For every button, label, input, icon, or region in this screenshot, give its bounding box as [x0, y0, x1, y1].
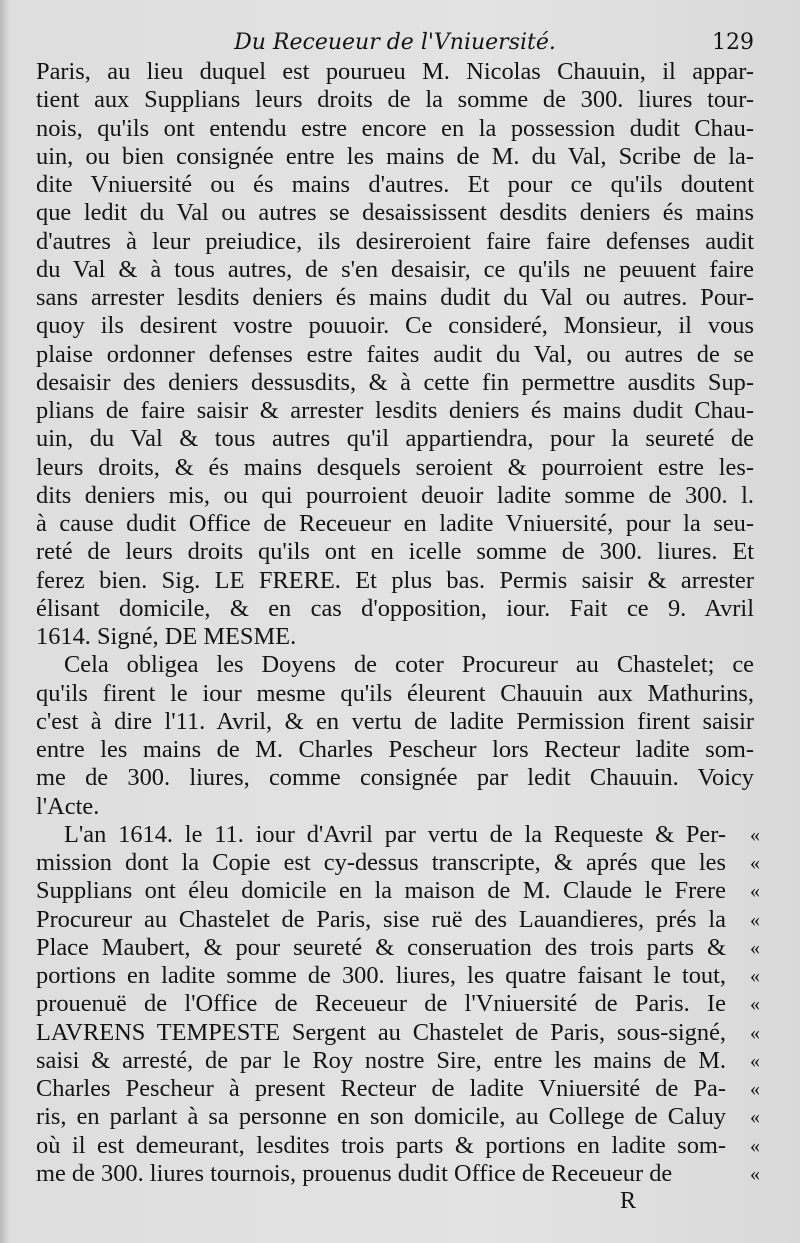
line-text: prouenuë de l'Office de Receueur de l'Vniuersité de Paris. Ie: [36, 990, 726, 1018]
text-line: [36, 567, 754, 595]
text-line: [36, 143, 754, 171]
text-line: [36, 454, 754, 482]
line-text: uin, du Val & tous autres qu'il appartiendra, pour la seureté de: [36, 425, 754, 453]
line-text: me de 300. liures tournois, prouenus dudit Office de Receueur de: [36, 1159, 673, 1187]
paragraph: [36, 58, 754, 651]
line-text: qu'ils firent le iour mesme qu'ils éleurent Chauuin aux Mathurins,: [36, 679, 754, 707]
text-line: [36, 793, 754, 821]
line-text: LAVRENS TEMPESTE Sergent au Chastelet de Paris, sous-signé,: [36, 1018, 726, 1046]
text-line: [36, 990, 760, 1018]
text-line: [36, 115, 754, 143]
line-text: plians de faire saisir & arrester lesdits deniers és mains dudit Chau-: [36, 397, 754, 424]
text-line: [36, 171, 754, 199]
text-line: [36, 820, 760, 849]
line-text: ris, en parlant à sa personne en son domicile, au College de Caluy: [36, 1103, 726, 1131]
line-text: saisi & arresté, de par le Roy nostre Sire, entre les mains de M.: [36, 1046, 726, 1074]
body-text: [36, 58, 760, 1188]
text-line: [36, 425, 754, 453]
line-text: d'autres à leur preiudice, ils desireroient faire faire defenses audit: [36, 227, 754, 255]
text-line: [36, 482, 754, 510]
line-text: que ledit du Val ou autres se desaississent desdits deniers és mains: [36, 199, 754, 227]
line-text: Cela obligea les Doyens de coter Procureur au Chastelet; ce: [64, 651, 754, 679]
line-text: l'Acte.: [36, 792, 100, 820]
line-text: mission dont la Copie est cy-dessus transcripte, & aprés que les: [36, 849, 726, 876]
text-line: [36, 680, 754, 708]
line-text: dits deniers mis, ou qui pourroient deuoir ladite somme de 300. l.: [36, 481, 754, 509]
quote-mark: «: [750, 823, 760, 846]
quote-mark: «: [750, 1021, 760, 1044]
text-line: [36, 341, 754, 369]
line-text: dite Vniuersité ou és mains d'autres. Et pour ce qu'ils doutent: [36, 171, 754, 198]
line-text: entre les mains de M. Charles Pescheur lors Recteur ladite som-: [36, 736, 754, 763]
text-line: [36, 228, 754, 256]
line-text: tient aux Supplians leurs droits de la somme de 300. liures tour-: [36, 86, 754, 114]
quote-mark: «: [750, 993, 760, 1016]
quote-mark: «: [750, 1162, 760, 1185]
text-line: [36, 1075, 760, 1103]
line-text: 1614. Signé, DE MESME.: [36, 623, 297, 650]
text-line: [36, 510, 754, 538]
line-text: nois, qu'ils ont entendu estre encore en la possession dudit Chau-: [36, 114, 754, 142]
line-text: Charles Pescheur à present Recteur de ladite Vniuersité de Pa-: [36, 1075, 726, 1102]
text-line: [36, 905, 760, 934]
text-line: [36, 1159, 760, 1188]
text-line: [36, 708, 754, 736]
quote-mark: «: [750, 852, 760, 874]
signature-mark: R: [620, 1188, 637, 1214]
line-text: Supplians ont éleu domicile en la maison de M. Claude le Frere: [36, 877, 726, 905]
line-text: reté de leurs droits qu'ils ont en icelle somme de 300. liures. Et: [36, 538, 754, 566]
line-text: Paris, au lieu duquel est pourueu M. Nicolas Chauuin, il appar-: [36, 58, 754, 85]
paragraph: [36, 651, 754, 821]
text-line: [36, 58, 754, 86]
line-text: quoy ils desirent vostre pouuoir. Ce consideré, Monsieur, il vous: [36, 312, 754, 340]
line-text: c'est à dire l'11. Avril, & en vertu de ladite Permission firent saisir: [36, 707, 754, 735]
line-text: portions en ladite somme de 300. liures, les quatre faisant le tout,: [36, 962, 726, 989]
running-title: Du Receueur de l'Vniuersité.: [234, 30, 556, 55]
text-line: [36, 736, 754, 764]
line-text: Procureur au Chastelet de Paris, sise ruë des Lauandieres, prés la: [36, 905, 726, 933]
line-text: leurs droits, & és mains desquels seroient & pourroient estre les-: [36, 453, 754, 481]
line-text: me de 300. liures, comme consignée par ledit Chauuin. Voicy: [36, 764, 754, 792]
text-line: [36, 397, 754, 425]
quote-mark: «: [750, 908, 760, 931]
text-line: [36, 369, 754, 397]
page-number: 129: [712, 30, 754, 55]
line-text: uin, ou bien consignée entre les mains de M. du Val, Scribe de la-: [36, 142, 754, 170]
text-line: [36, 595, 754, 623]
quote-mark: «: [750, 965, 760, 987]
text-line: [36, 284, 754, 312]
line-text: L'an 1614. le 11. iour d'Avril par vertu de la Requeste & Per-: [64, 820, 726, 848]
line-text: à cause dudit Office de Receueur en ladite Vniuersité, pour la seu-: [36, 510, 754, 537]
text-line: [36, 623, 754, 651]
text-line: [36, 1103, 760, 1131]
quote-mark: «: [750, 1134, 760, 1157]
quote-mark: «: [750, 1106, 760, 1129]
text-line: [36, 199, 754, 227]
text-line: [36, 764, 754, 792]
line-text: desaisir des deniers dessusdits, & à cette fin permettre ausdits Sup-: [36, 368, 754, 396]
line-text: Place Maubert, & pour seureté & conseruation des trois parts &: [36, 933, 726, 961]
text-line: [36, 538, 754, 566]
text-line: [36, 962, 760, 990]
text-line: [36, 1131, 760, 1160]
running-head: [36, 30, 754, 58]
quoted-act-paragraph: [36, 820, 760, 1188]
text-line: [36, 256, 754, 284]
text-line: [36, 1046, 760, 1075]
text-line: [36, 849, 760, 877]
text-line: [36, 933, 760, 962]
text-line: [36, 651, 754, 679]
line-text: du Val & à tous autres, de s'en desaisir, ce qu'ils ne peuuent faire: [36, 255, 754, 283]
quote-mark: «: [750, 1049, 760, 1072]
quote-mark: «: [750, 936, 760, 959]
text-line: [36, 877, 760, 905]
quote-mark: «: [750, 1078, 760, 1100]
line-text: sans arrester lesdits deniers és mains dudit du Val ou autres. Pour-: [36, 284, 754, 311]
text-line: [36, 86, 754, 114]
line-text: où il est demeurant, lesdites trois parts & portions en ladite som-: [36, 1131, 726, 1159]
text-line: [36, 312, 754, 340]
line-text: ferez bien. Sig. LE FRERE. Et plus bas. Permis saisir & arrester: [36, 566, 754, 594]
text-line: [36, 1018, 760, 1047]
line-text: plaise ordonner defenses estre faites audit du Val, ou autres de se: [36, 340, 754, 368]
quote-mark: «: [750, 880, 760, 903]
line-text: élisant domicile, & en cas d'opposition, iour. Fait ce 9. Avril: [36, 594, 754, 622]
